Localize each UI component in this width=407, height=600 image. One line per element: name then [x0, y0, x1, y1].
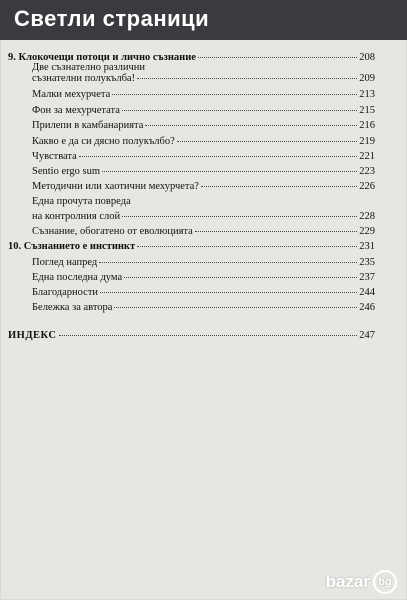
- page-number: 244: [359, 287, 375, 298]
- entry-title: съзнателни полукълба!: [32, 73, 136, 84]
- toc-entry: [32, 89, 375, 101]
- toc-entry-line1: Две съзнателно различни: [32, 62, 146, 73]
- toc-entry: [32, 120, 375, 132]
- page-number: 208: [359, 52, 375, 63]
- page-number: 235: [359, 257, 375, 268]
- chapter-title: 9. Клокочещи потоци и лично съзнание: [8, 52, 196, 63]
- page-number: 215: [359, 105, 375, 116]
- dot-leader: [102, 170, 357, 172]
- page-number: 219: [359, 136, 375, 147]
- toc-entry: [32, 73, 375, 85]
- dot-leader: [79, 155, 357, 157]
- page-number: 223: [359, 166, 375, 177]
- bazar-watermark: [326, 570, 397, 594]
- banner-title: Светли страници: [14, 6, 210, 31]
- dot-leader: [112, 93, 357, 95]
- bg-flag-circle-icon: [373, 570, 397, 594]
- toc-entry: [32, 181, 375, 193]
- chapter-title: 10. Съзнанието е инстинкт: [8, 241, 136, 252]
- entry-title: Sentio ergo sum: [32, 166, 101, 177]
- entry-title: Малки мехурчета: [32, 89, 111, 100]
- dot-leader: [195, 230, 357, 232]
- toc-entry: [32, 302, 375, 314]
- dot-leader: [198, 56, 357, 58]
- entry-title: Методични или хаотични мехурчета?: [32, 181, 199, 192]
- dot-leader: [114, 306, 357, 308]
- page-number: 216: [359, 120, 375, 131]
- dot-leader: [124, 276, 357, 278]
- watermark-text: bazar: [325, 572, 370, 591]
- dot-leader: [177, 140, 357, 142]
- toc-entry: [32, 287, 375, 299]
- page-number: 247: [359, 330, 375, 341]
- dot-leader: [122, 215, 357, 217]
- dot-leader: [122, 109, 357, 111]
- entry-title: Поглед напред: [32, 257, 98, 268]
- dot-leader: [145, 124, 357, 126]
- toc-entry-line1: Една прочута поврeда: [32, 196, 131, 207]
- toc-entry: [32, 211, 375, 223]
- page-number: 213: [359, 89, 375, 100]
- toc-entry: [32, 257, 375, 269]
- dot-leader: [201, 185, 357, 187]
- toc-entry: [32, 272, 375, 284]
- toc-entry: [32, 136, 375, 148]
- dot-leader: [137, 245, 357, 247]
- dot-leader: [100, 291, 357, 293]
- entry-title: Бележка за автора: [32, 302, 113, 313]
- page-number: 221: [359, 151, 375, 162]
- entry-title: Благодарности: [32, 287, 99, 298]
- page-number: 246: [359, 302, 375, 313]
- toc-index: [8, 330, 375, 342]
- page-number: 226: [359, 181, 375, 192]
- page-number: 209: [359, 73, 375, 84]
- dot-leader: [137, 77, 357, 79]
- toc-entry: [32, 166, 375, 178]
- dot-leader: [99, 261, 357, 263]
- entry-title: Какво е да си дясно полукълбо?: [32, 136, 175, 147]
- page-number: 228: [359, 211, 375, 222]
- entry-title: на контролния слой: [32, 211, 121, 222]
- entry-title: Фон за мехурчетата: [32, 105, 120, 116]
- page-number: 237: [359, 272, 375, 283]
- page-number: 229: [359, 226, 375, 237]
- toc-entry: [32, 105, 375, 117]
- toc-entry: [32, 151, 375, 163]
- dot-leader: [59, 334, 358, 336]
- entry-title: Прилепи в камбанарията: [32, 120, 144, 131]
- entry-title: Чувствата: [32, 151, 77, 162]
- entry-title: Една последна дума: [32, 272, 123, 283]
- index-title: ИНДЕКС: [8, 330, 57, 341]
- watermark-icon-text: bg: [378, 576, 392, 588]
- page-number: 231: [359, 241, 375, 252]
- toc-entry: [32, 226, 375, 238]
- toc-chapter-10: [8, 241, 375, 253]
- entry-title: Съзнание, обогатено от еволюцията: [32, 226, 193, 237]
